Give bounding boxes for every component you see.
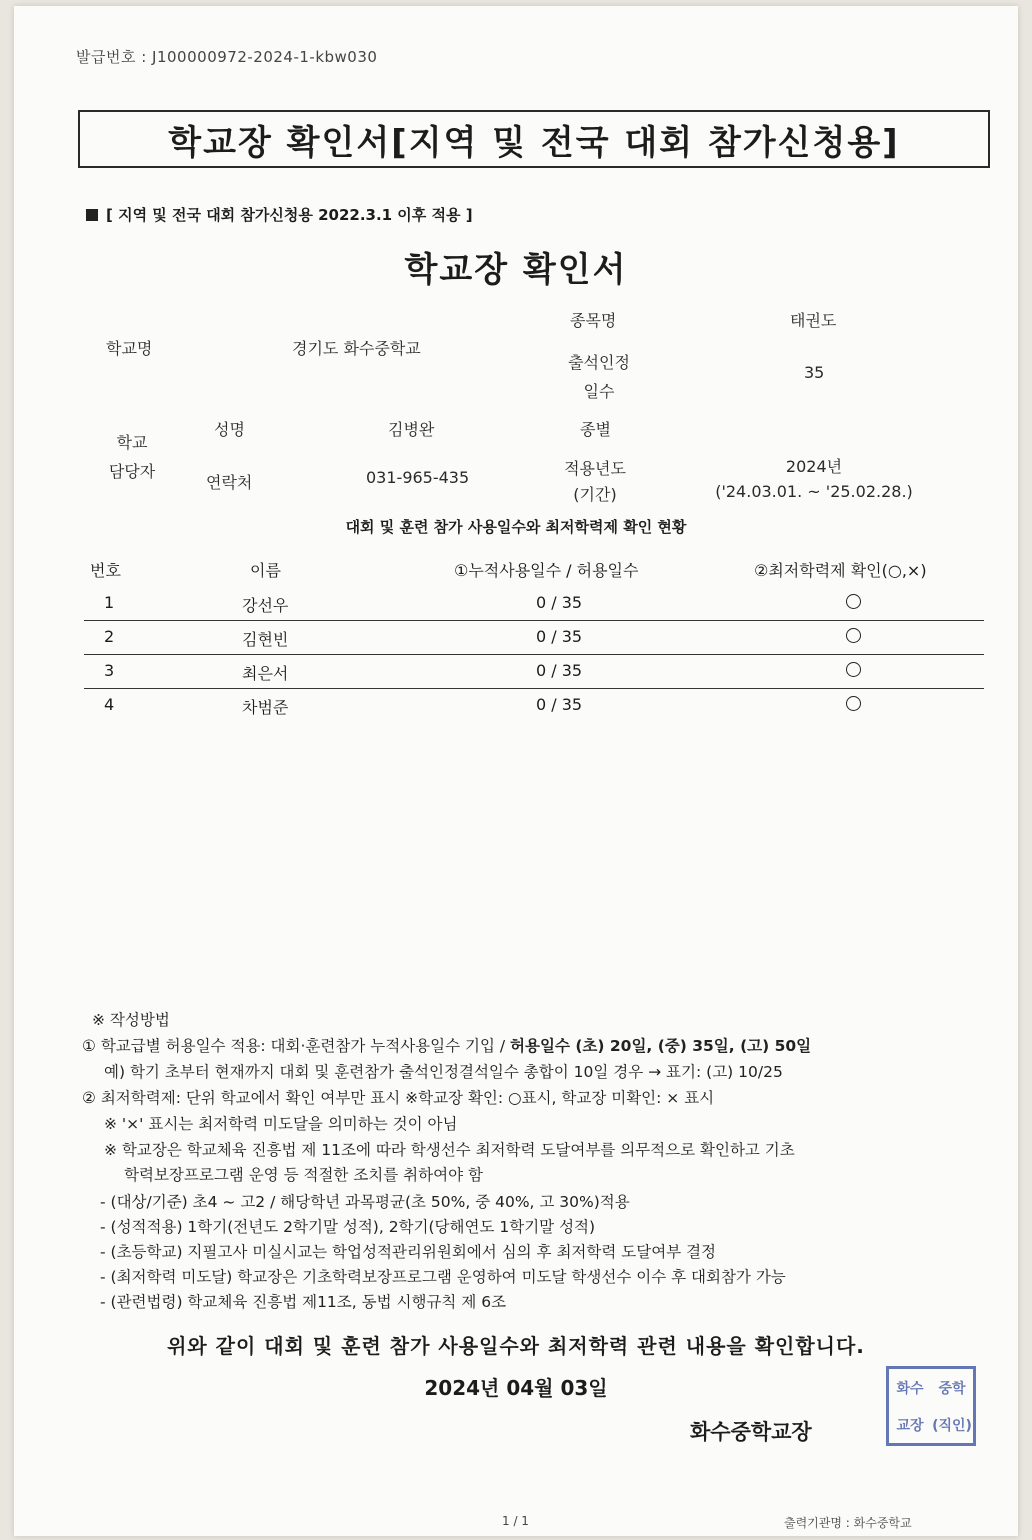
event-label: 종목명: [570, 311, 617, 330]
table-row: [84, 586, 984, 621]
table-row: [84, 620, 984, 655]
seal-char: 중학: [938, 1380, 966, 1397]
seal-char: 화수: [896, 1380, 924, 1397]
square-bullet-icon: [86, 209, 98, 221]
row-name: 김현빈: [242, 630, 289, 649]
notes-heading: ※ 작성방법: [92, 1011, 170, 1029]
attendance-label: [554, 350, 644, 402]
row-days: 0 / 35: [536, 695, 583, 714]
event-value: 태권도: [790, 311, 837, 330]
applicability-note: [86, 204, 473, 225]
attendance-label-line2: 일수: [583, 382, 615, 401]
attendance-value: 35: [804, 363, 825, 382]
table-row: [84, 654, 984, 689]
contact-value: 031-965-435: [366, 468, 470, 487]
year-label: [550, 456, 640, 505]
column-header-name: 이름: [250, 561, 281, 580]
row-days: 0 / 35: [536, 627, 583, 646]
row-name: 강선우: [242, 596, 289, 615]
applicability-note-text: [ 지역 및 전국 대회 참가신청용 2022.3.1 이후 적용 ]: [106, 206, 473, 224]
detail-5: - (관련법령) 학교체육 진흥법 제11조, 동법 시행규칙 제 6조: [100, 1293, 507, 1311]
row-days: 0 / 35: [536, 661, 583, 680]
note-2-b-line1: ※ 학교장은 학교체육 진흥법 제 11조에 따라 학생선수 최저학력 도달여부를 의무적으로 확인하고 기초: [104, 1141, 795, 1159]
note-2-b-line2: 학력보장프로그램 운영 등 적절한 조치를 취하여야 함: [124, 1166, 483, 1184]
column-header-days: ①누적사용일수 / 허용일수: [454, 561, 639, 580]
note-2: ② 최저학력제: 단위 학교에서 확인 여부만 표시 ※학교장 확인: ○표시, 학교장 미확인: × 표시: [82, 1089, 715, 1107]
table-row: [84, 688, 984, 722]
row-check-circle-icon: [846, 628, 861, 643]
official-seal-icon: [886, 1366, 976, 1446]
year-value: 2024년: [785, 457, 843, 476]
manager-label: [92, 430, 172, 482]
seal-char: 교장: [896, 1417, 924, 1434]
column-header-number: 번호: [90, 561, 121, 580]
note-1: [82, 1034, 811, 1056]
row-check-circle-icon: [846, 594, 861, 609]
row-name: 차범준: [242, 698, 289, 717]
gender-label: 종별: [580, 420, 611, 439]
detail-1: - (대상/기준) 초4 ~ 고2 / 해당학년 과목평균(초 50%, 중 40%, 고 30%)적용: [100, 1193, 630, 1211]
row-number: 1: [104, 593, 115, 612]
principal-signature: 화수중학교장: [690, 1420, 812, 1444]
confirmation-statement: 위와 같이 대회 및 훈련 참가 사용일수와 최저학력 관련 내용을 확인합니다.: [167, 1334, 865, 1358]
school-value: 경기도 화수중학교: [292, 339, 421, 358]
school-label: 학교명: [106, 339, 153, 358]
manager-label-line2: 담당자: [108, 462, 156, 481]
contact-label: 연락처: [206, 473, 253, 492]
name-label: 성명: [214, 420, 245, 439]
row-days: 0 / 35: [536, 593, 583, 612]
column-header-check: ②최저학력제 확인(○,×): [754, 561, 927, 580]
note-1-allowed-days: 허용일수 (초) 20일, (중) 35일, (고) 50일: [510, 1037, 812, 1055]
row-check-circle-icon: [846, 696, 861, 711]
section-title: 대회 및 훈련 참가 사용일수와 최저학력제 확인 현황: [345, 518, 687, 536]
row-number: 2: [104, 627, 115, 646]
manager-label-line1: 학교: [116, 433, 148, 452]
row-name: 최은서: [242, 664, 289, 683]
document-page: [14, 6, 1018, 1536]
period-value: ('24.03.01. ~ '25.02.28.): [715, 482, 913, 501]
year-label-line1: 적용년도: [564, 459, 626, 478]
year-value-block: [694, 454, 934, 501]
detail-4: - (최저학력 미도달) 학교장은 기초학력보장프로그램 운영하여 미도달 학생선수 이수 후 대회참가 가능: [100, 1268, 786, 1286]
printed-by: 출력기관명 : 화수중학교: [784, 1516, 912, 1530]
page-number: 1 / 1: [502, 1514, 529, 1528]
detail-2: - (성적적용) 1학기(전년도 2학기말 성적), 2학기(당해연도 1학기말 성적): [100, 1218, 596, 1236]
seal-char: (직인): [932, 1417, 972, 1434]
detail-3: - (초등학교) 지필고사 미실시교는 학업성적관리위원회에서 심의 후 최저학력 도달여부 결정: [100, 1243, 717, 1261]
name-value: 김병완: [388, 420, 435, 439]
attendance-label-line1: 출석인정: [568, 353, 630, 372]
title-box: 학교장 확인서[지역 및 전국 대회 참가신청용]: [78, 110, 990, 168]
issue-date: 2024년 04월 03일: [424, 1376, 608, 1400]
note-1-text: ① 학교급별 허용일수 적용: 대회·훈련참가 누적사용일수 기입 /: [82, 1037, 511, 1055]
row-check-circle-icon: [846, 662, 861, 677]
row-number: 3: [104, 661, 115, 680]
document-title: 학교장 확인서: [404, 250, 628, 290]
row-number: 4: [104, 695, 115, 714]
note-2-a: ※ '×' 표시는 최저학력 미도달을 의미하는 것이 아님: [104, 1115, 458, 1133]
note-1-example: 예) 학기 초부터 현재까지 대회 및 훈련참가 출석인정결석일수 총합이 10일 경우 → 표기: (고) 10/25: [104, 1063, 783, 1081]
year-label-line2: (기간): [573, 485, 617, 504]
issue-number: 발급번호 : J100000972-2024-1-kbw030: [76, 48, 378, 66]
